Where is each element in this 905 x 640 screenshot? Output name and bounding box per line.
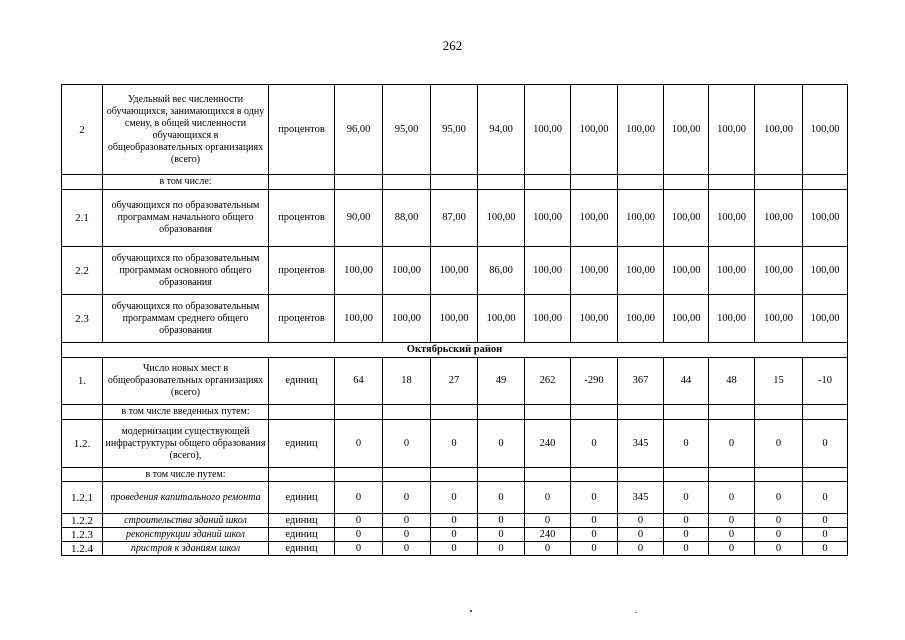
value-cell: 0 (709, 420, 755, 468)
value-cell: 345 (618, 482, 664, 514)
value-cell (803, 405, 848, 420)
value-cell: 0 (755, 420, 803, 468)
value-cell: 0 (803, 528, 848, 542)
value-cell: 100,00 (431, 295, 478, 343)
value-cell: -290 (571, 358, 618, 405)
value-cell (664, 405, 709, 420)
value-cell: 100,00 (571, 190, 618, 247)
row-number: 1. (62, 358, 103, 405)
value-cell (618, 175, 664, 190)
value-cell: 100,00 (803, 190, 848, 247)
table-row (62, 420, 848, 468)
table-row (62, 514, 848, 528)
value-cell: 100,00 (618, 295, 664, 343)
value-cell (803, 175, 848, 190)
value-cell: 0 (383, 420, 431, 468)
row-number: 1.2.1 (62, 482, 103, 514)
scan-mark (635, 612, 637, 613)
value-cell (383, 405, 431, 420)
value-cell: 0 (571, 528, 618, 542)
row-number: 2 (62, 85, 103, 175)
table-row (62, 295, 848, 343)
row-unit: процентов (269, 247, 335, 295)
value-cell: 0 (431, 482, 478, 514)
subheader-row (62, 405, 848, 420)
value-cell: 100,00 (478, 190, 525, 247)
value-cell: 0 (571, 482, 618, 514)
table-row (62, 190, 848, 247)
row-unit: единиц (269, 514, 335, 528)
value-cell (478, 468, 525, 482)
value-cell: 0 (709, 514, 755, 528)
row-number (62, 405, 103, 420)
value-cell (755, 468, 803, 482)
value-cell: 240 (525, 420, 571, 468)
value-cell: 0 (618, 528, 664, 542)
row-number: 1.2.2 (62, 514, 103, 528)
row-description: реконструкции зданий школ (103, 528, 269, 542)
value-cell: 87,00 (431, 190, 478, 247)
value-cell: 0 (478, 528, 525, 542)
section-row (62, 343, 848, 358)
value-cell: 0 (335, 420, 383, 468)
row-description: Удельный вес численности обучающихся, занимающихся в одну смену, в общей численности обучающихся в общеобразовательных организациях (всего) (103, 85, 269, 175)
value-cell (709, 175, 755, 190)
value-cell: 0 (478, 420, 525, 468)
subheader-row (62, 468, 848, 482)
value-cell: 0 (571, 420, 618, 468)
value-cell: 94,00 (478, 85, 525, 175)
row-number (62, 175, 103, 190)
value-cell: 100,00 (571, 247, 618, 295)
value-cell: 0 (664, 420, 709, 468)
value-cell (525, 405, 571, 420)
value-cell: 49 (478, 358, 525, 405)
value-cell: 100,00 (803, 247, 848, 295)
value-cell (335, 405, 383, 420)
value-cell: 0 (618, 514, 664, 528)
row-description: обучающихся по образовательным программам среднего общего образования (103, 295, 269, 343)
value-cell (431, 468, 478, 482)
row-description: модернизации существующей инфраструктуры общего образования (всего), (103, 420, 269, 468)
value-cell: 0 (335, 514, 383, 528)
row-number (62, 468, 103, 482)
value-cell: 0 (709, 528, 755, 542)
value-cell: 100,00 (755, 247, 803, 295)
value-cell: 100,00 (755, 295, 803, 343)
subheader-row (62, 175, 848, 190)
row-number: 1.2.4 (62, 542, 103, 556)
value-cell (335, 175, 383, 190)
value-cell: 240 (525, 528, 571, 542)
value-cell: 18 (383, 358, 431, 405)
value-cell: 95,00 (383, 85, 431, 175)
value-cell: 0 (431, 542, 478, 556)
value-cell: 95,00 (431, 85, 478, 175)
value-cell (803, 468, 848, 482)
value-cell: 100,00 (709, 85, 755, 175)
value-cell: 96,00 (335, 85, 383, 175)
table-row (62, 85, 848, 175)
page-number: 262 (442, 38, 463, 53)
value-cell (383, 175, 431, 190)
value-cell: 0 (803, 542, 848, 556)
value-cell: 0 (525, 542, 571, 556)
value-cell: 0 (571, 514, 618, 528)
value-cell: 0 (803, 482, 848, 514)
value-cell: 27 (431, 358, 478, 405)
row-unit: единиц (269, 528, 335, 542)
value-cell: 0 (383, 528, 431, 542)
value-cell: 100,00 (335, 295, 383, 343)
row-unit: процентов (269, 190, 335, 247)
value-cell: 64 (335, 358, 383, 405)
scan-mark (470, 610, 472, 612)
value-cell: 0 (431, 420, 478, 468)
value-cell: 100,00 (709, 295, 755, 343)
value-cell: 100,00 (664, 85, 709, 175)
value-cell: 0 (478, 542, 525, 556)
value-cell: 88,00 (383, 190, 431, 247)
value-cell: 0 (478, 482, 525, 514)
value-cell: 44 (664, 358, 709, 405)
row-unit (269, 405, 335, 420)
value-cell: 100,00 (571, 85, 618, 175)
value-cell: 15 (755, 358, 803, 405)
row-number: 2.1 (62, 190, 103, 247)
value-cell: 0 (755, 542, 803, 556)
value-cell: 100,00 (664, 247, 709, 295)
value-cell: 0 (383, 514, 431, 528)
value-cell (709, 468, 755, 482)
value-cell: 0 (335, 528, 383, 542)
value-cell: 0 (709, 482, 755, 514)
value-cell: 0 (664, 528, 709, 542)
row-number: 1.2. (62, 420, 103, 468)
value-cell (478, 405, 525, 420)
row-description: обучающихся по образовательным программам основного общего образования (103, 247, 269, 295)
value-cell: 100,00 (618, 85, 664, 175)
table-row (62, 358, 848, 405)
value-cell (571, 405, 618, 420)
value-cell (755, 175, 803, 190)
value-cell (618, 405, 664, 420)
value-cell (571, 175, 618, 190)
indicator-table (61, 84, 848, 556)
row-unit: единиц (269, 542, 335, 556)
value-cell: 100,00 (525, 85, 571, 175)
value-cell: 100,00 (618, 190, 664, 247)
value-cell: 0 (803, 420, 848, 468)
value-cell (618, 468, 664, 482)
value-cell: 0 (664, 482, 709, 514)
row-description: в том числе введенных путем: (103, 405, 269, 420)
value-cell: 345 (618, 420, 664, 468)
value-cell: -10 (803, 358, 848, 405)
value-cell: 0 (335, 482, 383, 514)
value-cell: 100,00 (525, 247, 571, 295)
row-unit: процентов (269, 295, 335, 343)
value-cell: 100,00 (525, 190, 571, 247)
value-cell (571, 468, 618, 482)
value-cell: 0 (525, 514, 571, 528)
value-cell: 0 (618, 542, 664, 556)
value-cell: 100,00 (618, 247, 664, 295)
value-cell: 100,00 (709, 247, 755, 295)
value-cell (709, 405, 755, 420)
value-cell: 100,00 (709, 190, 755, 247)
value-cell (755, 405, 803, 420)
value-cell: 0 (431, 514, 478, 528)
value-cell: 0 (383, 482, 431, 514)
value-cell: 100,00 (335, 247, 383, 295)
row-unit (269, 175, 335, 190)
value-cell: 0 (431, 528, 478, 542)
value-cell: 100,00 (755, 85, 803, 175)
value-cell: 100,00 (525, 295, 571, 343)
value-cell (525, 175, 571, 190)
row-description: обучающихся по образовательным программам начального общего образования (103, 190, 269, 247)
row-description: Число новых мест в общеобразовательных организациях (всего) (103, 358, 269, 405)
value-cell: 100,00 (431, 247, 478, 295)
value-cell: 0 (478, 514, 525, 528)
value-cell (525, 468, 571, 482)
row-number: 1.2.3 (62, 528, 103, 542)
row-unit: единиц (269, 482, 335, 514)
value-cell: 0 (755, 514, 803, 528)
value-cell (664, 468, 709, 482)
value-cell: 86,00 (478, 247, 525, 295)
row-number: 2.2 (62, 247, 103, 295)
value-cell: 0 (571, 542, 618, 556)
value-cell: 48 (709, 358, 755, 405)
value-cell: 0 (664, 542, 709, 556)
row-unit (269, 468, 335, 482)
value-cell (431, 175, 478, 190)
value-cell: 0 (383, 542, 431, 556)
table-row (62, 482, 848, 514)
value-cell (478, 175, 525, 190)
value-cell (383, 468, 431, 482)
value-cell: 0 (525, 482, 571, 514)
value-cell: 367 (618, 358, 664, 405)
row-description: в том числе путем: (103, 468, 269, 482)
row-unit: единиц (269, 358, 335, 405)
value-cell: 100,00 (755, 190, 803, 247)
value-cell: 100,00 (383, 247, 431, 295)
row-description: строительства зданий школ (103, 514, 269, 528)
value-cell: 100,00 (383, 295, 431, 343)
value-cell: 100,00 (664, 190, 709, 247)
value-cell: 0 (709, 542, 755, 556)
section-title: Октябрьский район (62, 343, 848, 358)
value-cell: 0 (803, 514, 848, 528)
row-description: проведения капитального ремонта (103, 482, 269, 514)
value-cell (431, 405, 478, 420)
value-cell: 0 (755, 482, 803, 514)
value-cell: 100,00 (571, 295, 618, 343)
table-row (62, 528, 848, 542)
value-cell: 262 (525, 358, 571, 405)
value-cell: 0 (755, 528, 803, 542)
table-row (62, 247, 848, 295)
value-cell: 0 (664, 514, 709, 528)
row-description: в том числе: (103, 175, 269, 190)
value-cell: 100,00 (803, 85, 848, 175)
row-number: 2.3 (62, 295, 103, 343)
value-cell (335, 468, 383, 482)
value-cell (664, 175, 709, 190)
value-cell: 0 (335, 542, 383, 556)
row-description: пристроя к зданиям школ (103, 542, 269, 556)
value-cell: 100,00 (803, 295, 848, 343)
row-unit: единиц (269, 420, 335, 468)
table-row (62, 542, 848, 556)
value-cell: 90,00 (335, 190, 383, 247)
value-cell: 100,00 (664, 295, 709, 343)
row-unit: процентов (269, 85, 335, 175)
value-cell: 100,00 (478, 295, 525, 343)
